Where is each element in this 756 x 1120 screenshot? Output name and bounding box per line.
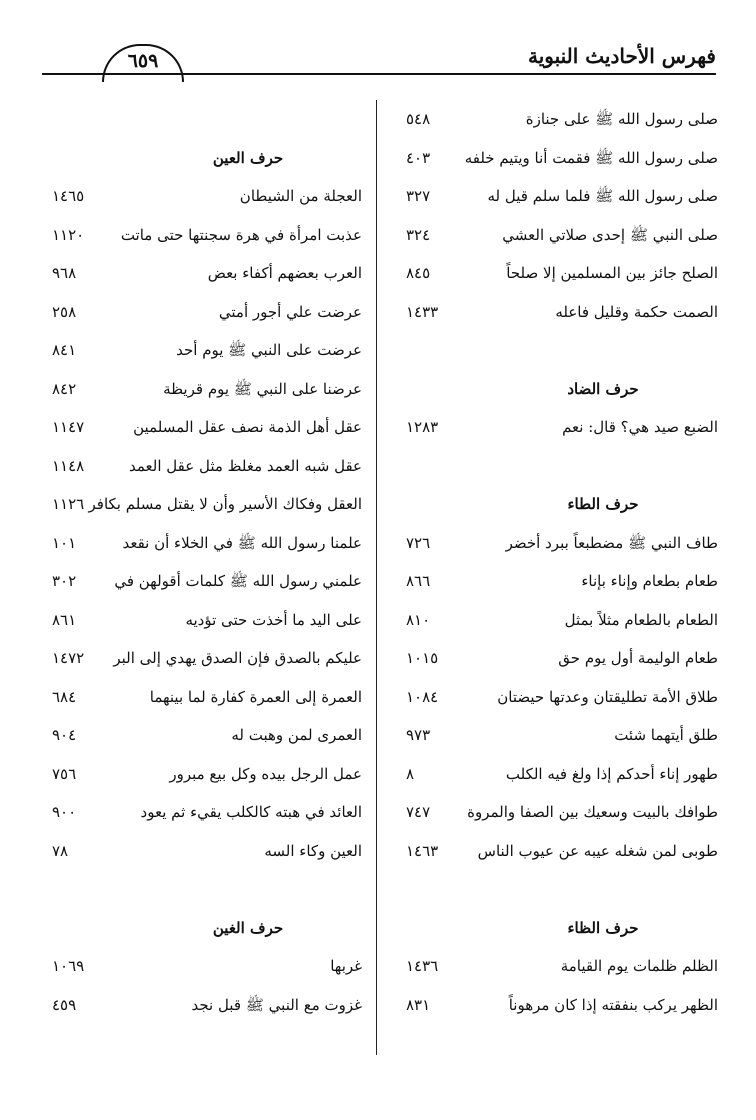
hadith-text: طلق أيتهما شئت [614, 726, 718, 744]
hadith-text: عقل شبه العمد مغلظ مثل عقل العمد [129, 456, 362, 475]
running-title: فهرس الأحاديث النبوية [527, 44, 716, 68]
header-rule [42, 73, 716, 75]
index-entry [398, 562, 718, 601]
section-heading [44, 139, 362, 178]
hadith-number: ٤٠٣ [406, 148, 431, 167]
column-divider [376, 100, 377, 1055]
spacer [44, 870, 362, 909]
hadith-number: ٧٥٦ [52, 764, 77, 783]
hadith-text: الطعام بالطعام مثلاً بمثل [564, 610, 718, 629]
hadith-number: ٧٢٦ [406, 533, 431, 552]
hadith-number: ١١٢٦ [52, 495, 85, 513]
index-entry [398, 986, 718, 1025]
hadith-text: العقل وفكاك الأسير وأن لا يقتل مسلم بكافر [88, 495, 362, 513]
hadith-number: ٢٥٨ [52, 302, 77, 321]
hadith-text: عرضنا على النبي ﷺ يوم قريظة [163, 379, 362, 398]
index-entry [44, 177, 362, 216]
index-entry [398, 177, 718, 216]
index-entry [398, 716, 718, 755]
hadith-number: ١٠٦٩ [52, 957, 85, 975]
section-heading-label: حرف الغين [212, 918, 284, 937]
section-heading [398, 370, 718, 409]
hadith-text: صلى النبي ﷺ إحدى صلاتي العشي [502, 225, 718, 244]
hadith-number: ٣٢٤ [406, 225, 431, 244]
hadith-number: ٩٠٠ [52, 803, 77, 821]
hadith-number: ٩٦٨ [52, 264, 77, 282]
spacer [44, 100, 362, 139]
hadith-number: ١١٢٠ [52, 225, 85, 244]
hadith-number: ٣٢٧ [406, 187, 431, 205]
index-entry [398, 832, 718, 871]
hadith-text: الصمت حكمة وقليل فاعله [555, 302, 718, 321]
section-heading [398, 485, 718, 524]
hadith-text: طوبى لمن شغله عيبه عن عيوب الناس [477, 841, 718, 860]
index-entry [44, 293, 362, 332]
index-column-right [398, 100, 718, 1024]
hadith-number: ١٤٦٥ [52, 187, 85, 205]
index-entry [398, 678, 718, 717]
index-entry [44, 408, 362, 447]
index-entry [398, 755, 718, 794]
index-entry [44, 639, 362, 678]
hadith-text: العمرة إلى العمرة كفارة لما بينهما [149, 687, 362, 706]
page-number: ٦٥٩ [102, 44, 184, 82]
hadith-number: ٨٤٥ [406, 264, 431, 282]
hadith-number: ٧٤٧ [406, 803, 431, 821]
hadith-text: طوافك بالبيت وسعيك بين الصفا والمروة [467, 803, 718, 821]
hadith-text: عرضت على النبي ﷺ يوم أحد [176, 341, 362, 359]
section-heading-label: حرف العين [212, 148, 284, 167]
index-entry [398, 601, 718, 640]
index-entry [44, 331, 362, 370]
hadith-text: الظلم ظلمات يوم القيامة [560, 957, 718, 975]
hadith-text: على اليد ما أخذت حتى تؤديه [185, 610, 362, 629]
hadith-number: ٨١٠ [406, 610, 431, 629]
hadith-number: ٨٦٦ [406, 572, 431, 590]
index-entry [398, 947, 718, 986]
section-heading-label: حرف الطاء [567, 495, 639, 513]
index-entry [44, 370, 362, 409]
index-entry [398, 216, 718, 255]
hadith-text: طاف النبي ﷺ مضطبعاً ببرد أخضر [505, 533, 718, 552]
index-entry [44, 601, 362, 640]
hadith-text: عقل أهل الذمة نصف عقل المسلمين [133, 418, 362, 436]
hadith-text: العرب بعضهم أكفاء بعض [207, 264, 362, 282]
index-entry [44, 254, 362, 293]
index-entry [44, 793, 362, 832]
hadith-text: الضبع صيد هي؟ قال: نعم [562, 418, 718, 436]
hadith-number: ٨٤٢ [52, 379, 77, 398]
spacer [398, 870, 718, 909]
index-entry [44, 716, 362, 755]
hadith-number: ٨ [406, 764, 415, 783]
index-entry [44, 524, 362, 563]
hadith-number: ١١٤٧ [52, 418, 85, 436]
hadith-number: ١٠١ [52, 533, 77, 552]
hadith-text: عمل الرجل بيده وكل بيع مبرور [169, 764, 362, 783]
section-heading-label: حرف الظاء [567, 918, 639, 937]
hadith-text: صلى رسول الله ﷺ فقمت أنا ويتيم خلفه [464, 148, 718, 167]
hadith-number: ١٢٨٣ [406, 418, 439, 436]
hadith-text: العمرى لمن وهبت له [231, 726, 362, 744]
hadith-text: عرضت علي أجور أمتي [218, 302, 362, 321]
hadith-text: الصلح جائز بين المسلمين إلا صلحاً [506, 264, 718, 282]
hadith-text: عذبت امرأة في هرة سجنتها حتى ماتت [120, 225, 362, 244]
hadith-number: ١٤٧٢ [52, 649, 85, 667]
hadith-number: ٣٠٢ [52, 572, 77, 590]
index-entry [398, 639, 718, 678]
index-entry [44, 447, 362, 486]
hadith-number: ٧٨ [52, 841, 69, 860]
hadith-number: ١٤٣٦ [406, 957, 439, 975]
hadith-number: ٩٠٤ [52, 726, 77, 744]
section-heading [398, 909, 718, 948]
hadith-text: غربها [330, 957, 362, 975]
hadith-text: صلى رسول الله ﷺ على جنازة [525, 110, 718, 128]
hadith-text: العين وكاء السه [264, 841, 362, 860]
page-header [40, 44, 716, 74]
index-entry [398, 139, 718, 178]
hadith-number: ٩٧٣ [406, 726, 431, 744]
index-entry [44, 832, 362, 871]
hadith-number: ٨٦١ [52, 610, 77, 629]
hadith-text: علمنا رسول الله ﷺ في الخلاء أن نقعد [122, 533, 362, 552]
index-entry [398, 100, 718, 139]
hadith-text: العجلة من الشيطان [239, 187, 362, 205]
section-heading-label: حرف الضاد [567, 379, 639, 398]
index-entry [44, 485, 362, 524]
index-entry [44, 755, 362, 794]
hadith-text: طعام الوليمة أول يوم حق [558, 649, 718, 667]
hadith-text: عليكم بالصدق فإن الصدق يهدي إلى البر [113, 649, 362, 667]
index-entry [398, 793, 718, 832]
hadith-text: غزوت مع النبي ﷺ قبل نجد [191, 995, 362, 1014]
index-entry [398, 293, 718, 332]
hadith-number: ١٤٣٣ [406, 302, 439, 321]
section-heading [44, 909, 362, 948]
hadith-number: ٤٥٩ [52, 995, 77, 1014]
hadith-number: ١٠٨٤ [406, 687, 439, 706]
index-entry [398, 254, 718, 293]
hadith-number: ٥٤٨ [406, 110, 431, 128]
hadith-text: الظهر يركب بنفقته إذا كان مرهوناً [508, 995, 718, 1014]
index-entry [398, 408, 718, 447]
hadith-number: ١١٤٨ [52, 456, 85, 475]
hadith-text: صلى رسول الله ﷺ فلما سلم قيل له [487, 187, 718, 205]
index-entry [44, 986, 362, 1025]
index-column-left [44, 100, 362, 1024]
hadith-text: علمني رسول الله ﷺ كلمات أقولهن في [114, 572, 362, 590]
index-entry [398, 524, 718, 563]
hadith-text: طهور إناء أحدكم إذا ولغ فيه الكلب [505, 764, 718, 783]
index-entry [44, 562, 362, 601]
hadith-number: ٦٨٤ [52, 687, 77, 706]
spacer [398, 447, 718, 486]
index-entry [44, 678, 362, 717]
index-entry [44, 216, 362, 255]
hadith-text: طعام بطعام وإناء بإناء [581, 572, 718, 590]
index-entry [44, 947, 362, 986]
spacer [398, 331, 718, 370]
hadith-number: ١٤٦٣ [406, 841, 439, 860]
hadith-text: العائد في هبته كالكلب يقيء ثم يعود [140, 803, 362, 821]
hadith-text: طلاق الأمة تطليقتان وعدتها حيضتان [497, 687, 718, 706]
hadith-number: ٨٣١ [406, 995, 431, 1014]
hadith-number: ١٠١٥ [406, 649, 439, 667]
hadith-number: ٨٤١ [52, 341, 77, 359]
